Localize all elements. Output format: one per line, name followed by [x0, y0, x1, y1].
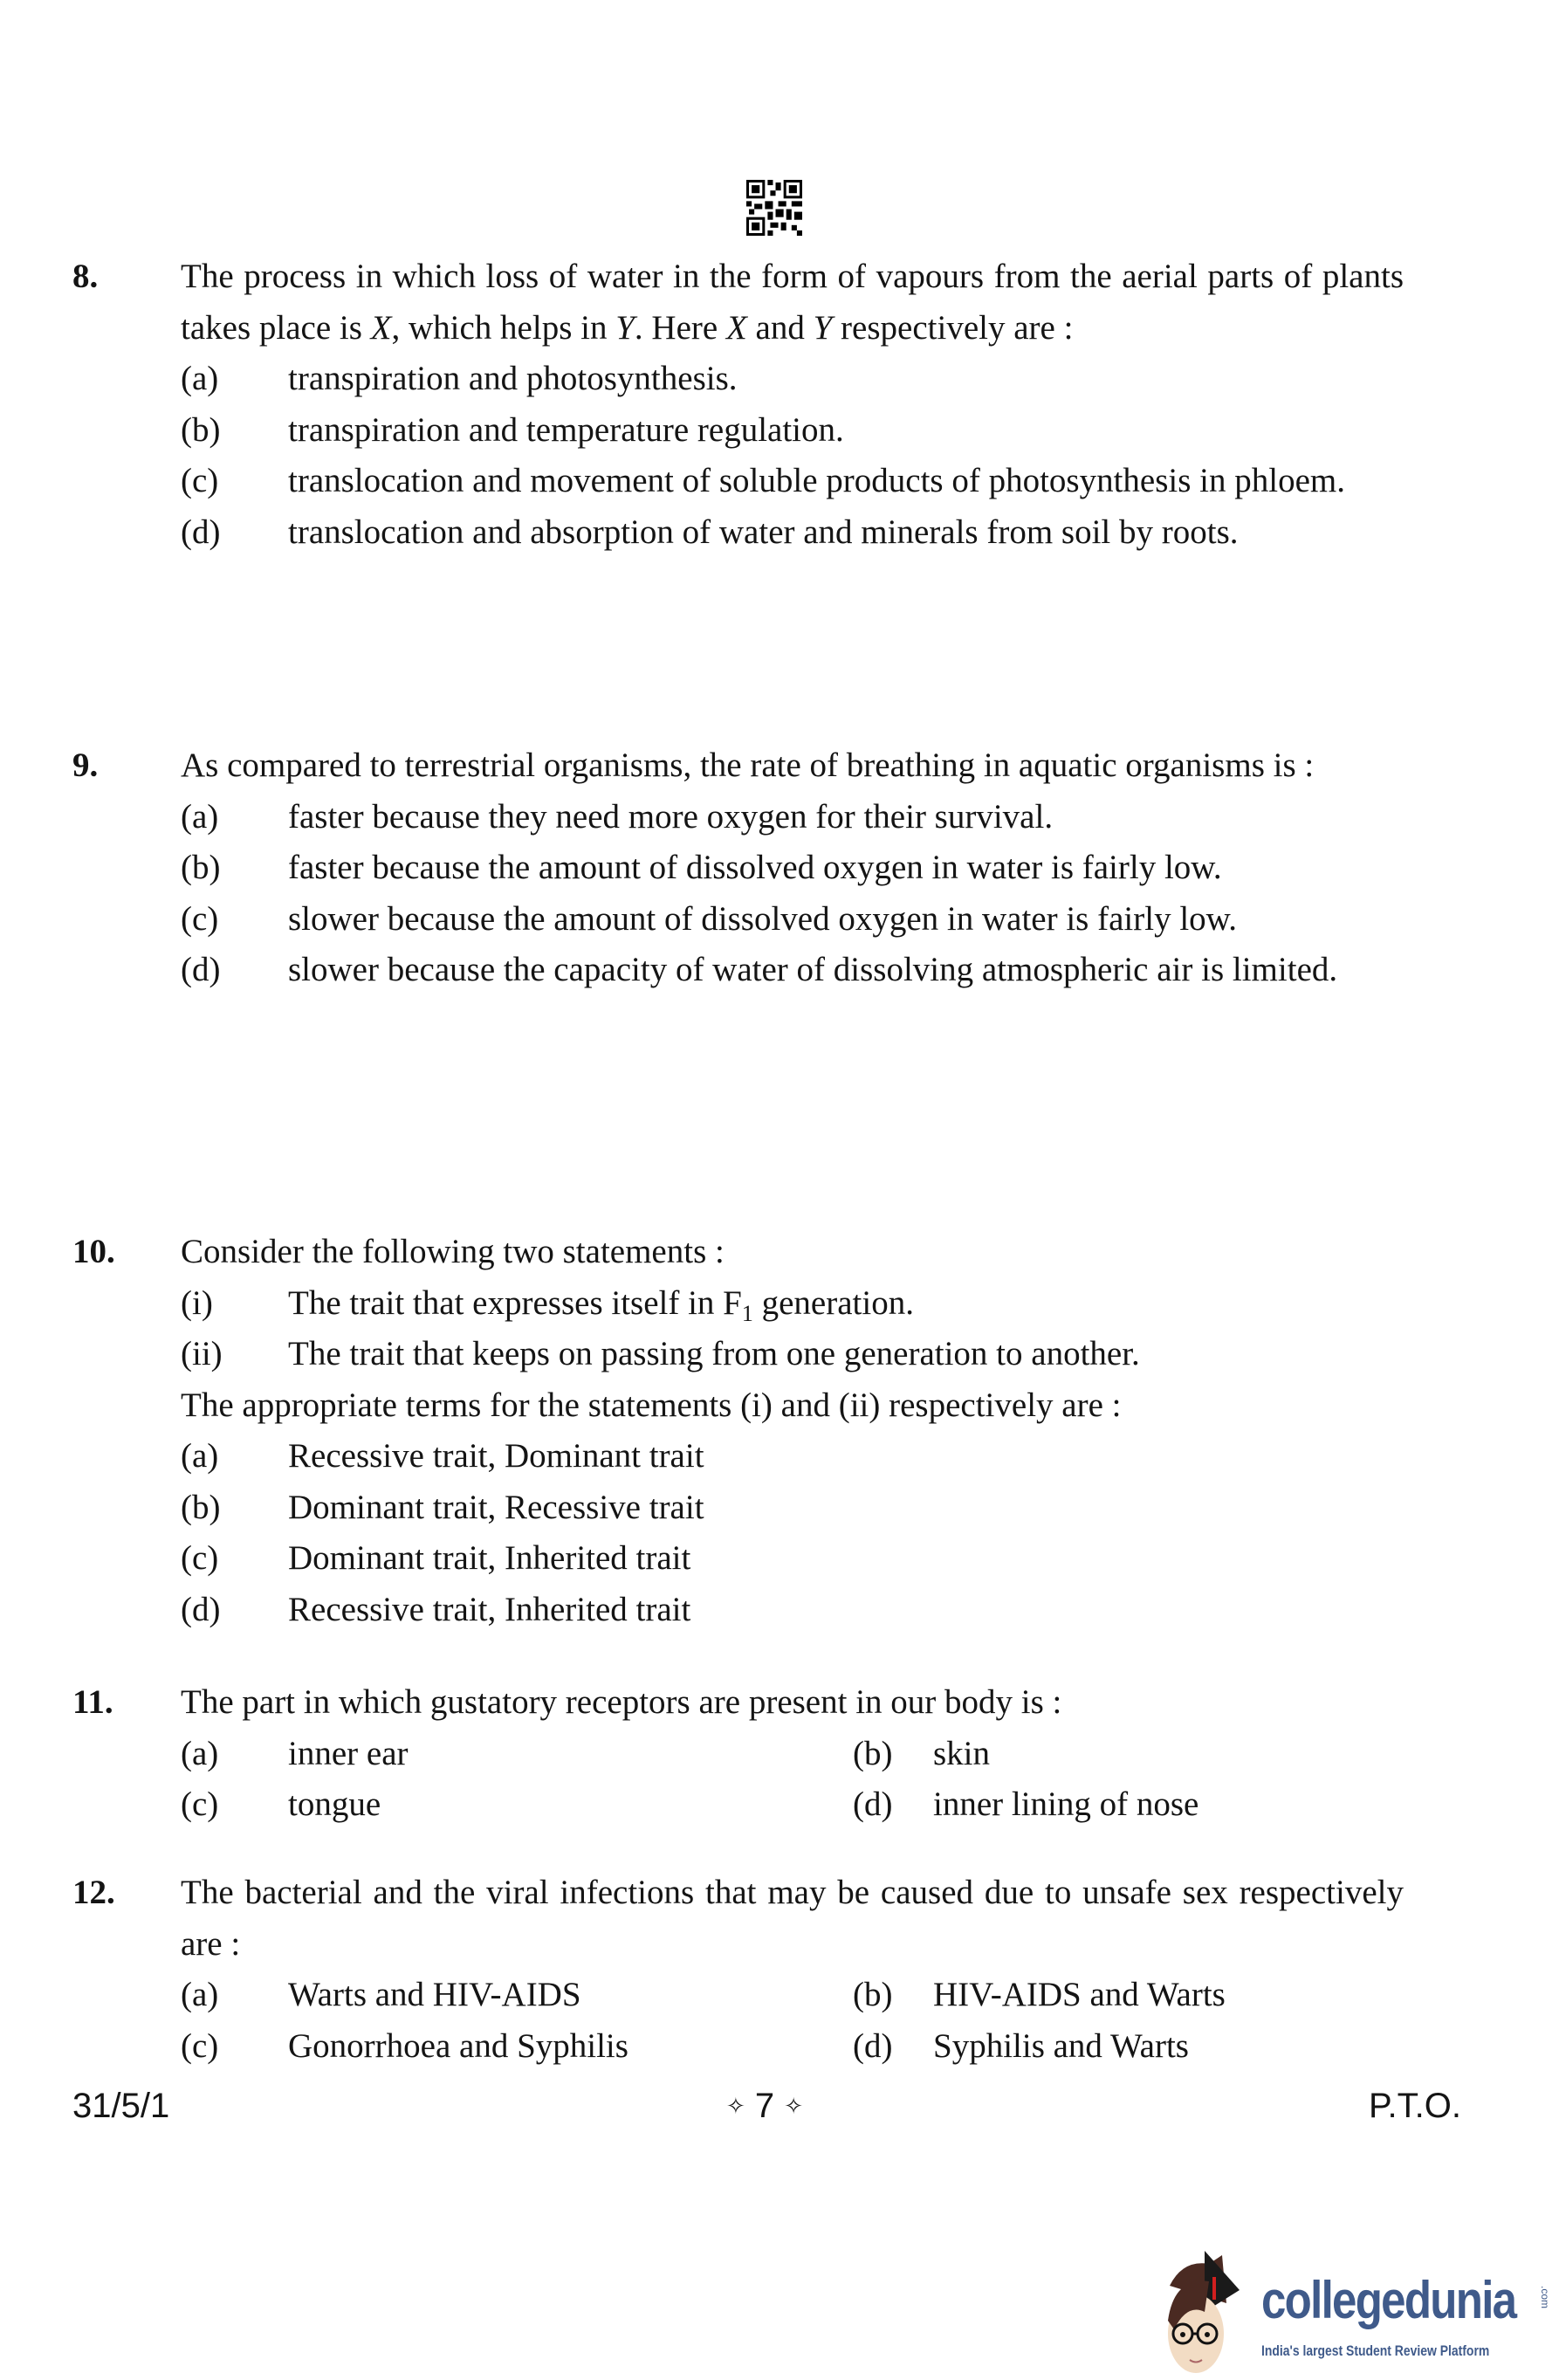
option-d-label: (d) — [853, 1785, 893, 1823]
options-row — [181, 1729, 1559, 1780]
option-b: (b) transpiration and temperature regulation. — [181, 410, 844, 449]
question-12 — [0, 1868, 1559, 2072]
option-b-text: skin — [933, 1734, 991, 1772]
question-stem: As compared to terrestrial organisms, the rate of breathing in aquatic organisms is : — [181, 746, 1315, 784]
option-c-label: (c) — [181, 2026, 219, 2065]
question-stem: The part in which gustatory receptors are present in our body is : — [181, 1683, 1062, 1721]
option-a: (a) faster because they need more oxygen for their survival. — [181, 797, 1054, 836]
option-a-label: (a) — [181, 1976, 219, 2013]
option-c-text: tongue — [288, 1785, 381, 1823]
option-a-text: inner ear — [288, 1734, 409, 1772]
option-c: (c) translocation and movement of soluble products of photosynthesis in phloem. — [181, 462, 1345, 499]
question-stem-2: The appropriate terms for the statements (i) and (ii) respectively are : — [181, 1386, 1122, 1424]
ornament-icon: ✧ — [784, 2093, 804, 2119]
option-b-label: (b) — [853, 1734, 893, 1772]
paper-code: 31/5/1 — [72, 2087, 170, 2125]
option-b-text: HIV-AIDS and Warts — [933, 1976, 1226, 2013]
brand-name: collegedunia — [1261, 2271, 1516, 2329]
question-number: 10. — [72, 1233, 115, 1270]
option-d: (d) slower because the capacity of water of dissolving atmospheric air is limited. — [181, 951, 1338, 988]
question-number: 11. — [72, 1683, 113, 1721]
question-8 — [0, 251, 1559, 558]
option-d-label: (d) — [853, 2026, 893, 2065]
statement-ii: (ii) The trait that keeps on passing from one generation to another. — [181, 1335, 1140, 1372]
option-d-text: Syphilis and Warts — [933, 2026, 1189, 2065]
page-number: ✧ 7 ✧ — [726, 2087, 804, 2125]
collegedunia-logo — [1157, 2251, 1558, 2377]
option-c-text: Gonorrhoea and Syphilis — [288, 2026, 628, 2065]
pto-label: P.T.O. — [1369, 2087, 1461, 2125]
option-c: (c) Dominant trait, Inherited trait — [181, 1539, 691, 1577]
option-c-label: (c) — [181, 1785, 219, 1823]
question-stem: Consider the following two statements : — [181, 1233, 725, 1270]
question-10 — [0, 1227, 1559, 1635]
question-stem: The bacterial and the viral infections that may be caused due to unsafe sex respectively are : — [181, 1874, 1404, 1963]
option-b: (b) faster because the amount of dissolved oxygen in water is fairly low. — [181, 849, 1222, 886]
question-number: 9. — [72, 746, 99, 784]
mascot-icon — [1157, 2251, 1261, 2377]
option-b: (b) Dominant trait, Recessive trait — [181, 1488, 704, 1526]
options-row — [181, 1970, 1559, 2021]
question-9 — [0, 740, 1559, 996]
qr-code-icon — [746, 180, 802, 236]
option-d: (d) Recessive trait, Inherited trait — [181, 1590, 691, 1628]
option-a: (a) Recessive trait, Dominant trait — [181, 1437, 704, 1475]
options-row — [181, 1779, 1559, 1831]
option-d-text: inner lining of nose — [933, 1785, 1199, 1823]
options-row — [181, 2021, 1559, 2073]
ornament-icon: ✧ — [726, 2093, 745, 2119]
question-number: 12. — [72, 1874, 115, 1911]
option-a-text: Warts and HIV-AIDS — [288, 1976, 581, 2013]
question-number: 8. — [72, 258, 99, 295]
question-stem: The process in which loss of water in the form of vapours from the aerial parts of plants takes place is X, which helps in Y. Here X and Y respectively are : — [181, 258, 1404, 347]
brand-tagline: India's largest Student Review Platform — [1261, 2342, 1490, 2359]
brand-suffix: .com — [1539, 2286, 1551, 2309]
question-11 — [0, 1677, 1559, 1831]
statement-i: (i) The trait that expresses itself in $F_1$ generation. — [181, 1283, 914, 1326]
option-a: (a) transpiration and photosynthesis. — [181, 360, 738, 397]
option-c: (c) slower because the amount of dissolved oxygen in water is fairly low. — [181, 899, 1238, 938]
option-a-label: (a) — [181, 1734, 219, 1772]
option-b-label: (b) — [853, 1976, 893, 2013]
option-d: (d) translocation and absorption of water and minerals from soil by roots. — [181, 512, 1239, 551]
